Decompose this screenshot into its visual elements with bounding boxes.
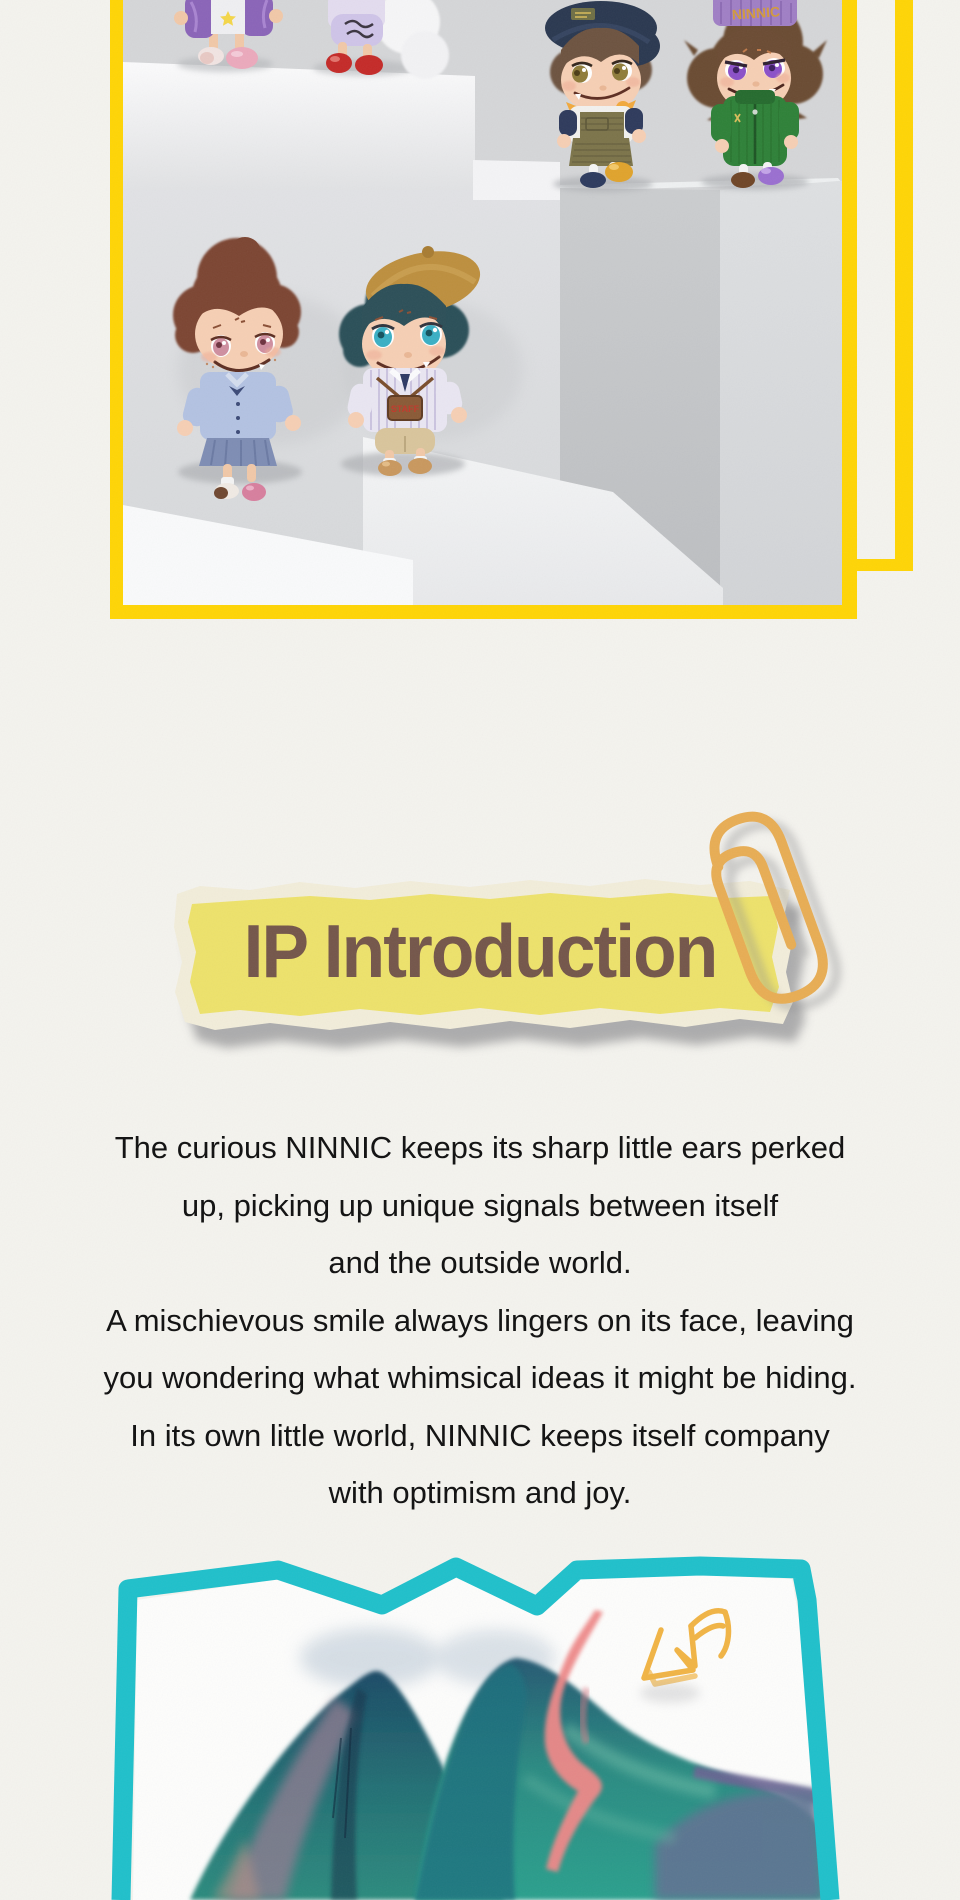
paragraph-line: with optimism and joy. xyxy=(328,1475,632,1510)
paragraph-line: and the outside world. xyxy=(328,1245,632,1280)
paragraph-line: up, picking up unique signals between itself xyxy=(181,1187,779,1223)
paragraph-line: you wondering what whimsical ideas it might be hiding. xyxy=(103,1360,857,1395)
white-column xyxy=(473,160,560,200)
hero-photo xyxy=(123,0,842,605)
ip-introduction-title: IP Introduction xyxy=(243,909,717,993)
paragraph-line: In its own little world, NINNIC keeps itself company xyxy=(130,1417,830,1453)
paragraph-line: The curious NINNIC keeps its sharp little ears perked xyxy=(114,1130,846,1165)
staff-badge-label: STAFF xyxy=(390,404,420,414)
paperclip-icon xyxy=(705,800,855,1020)
upper-ledge xyxy=(123,62,475,195)
beanie-label: NINNIC xyxy=(731,3,781,23)
artwork-painting xyxy=(95,1538,845,1900)
paragraph-line: A mischievous smile always lingers on its face, leaving xyxy=(106,1302,854,1338)
hero-photo-frame xyxy=(110,0,857,619)
pedestal-right-face xyxy=(720,181,842,605)
ip-introduction-paragraph xyxy=(0,1119,960,1522)
